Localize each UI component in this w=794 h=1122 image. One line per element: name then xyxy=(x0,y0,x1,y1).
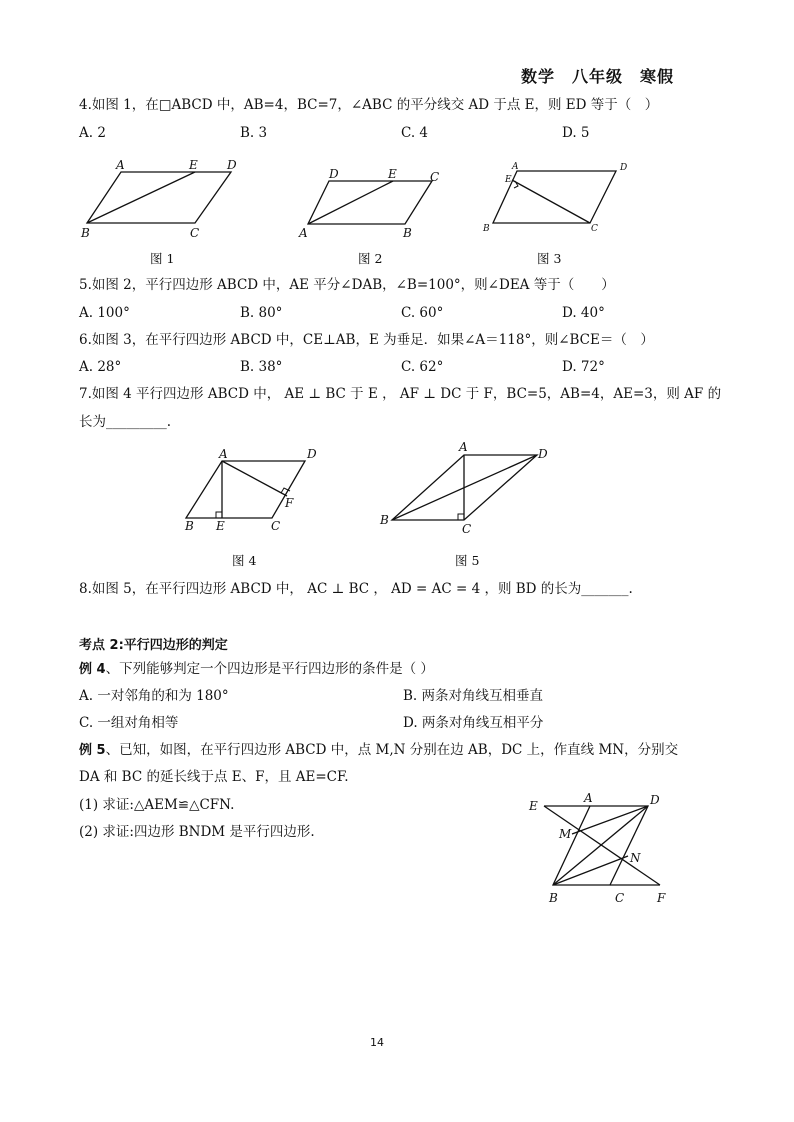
fig1-parallelogram xyxy=(87,172,231,223)
fig4-right-angle-e xyxy=(216,512,222,518)
example-5-label: 例 5 xyxy=(79,743,106,758)
figure-3-caption: 图 3 xyxy=(537,251,562,266)
fig4-label-a: A xyxy=(219,447,228,461)
fig2-label-a: A xyxy=(299,226,308,240)
example-5-part-1: (1) 求证:△AEM≌△CFN. xyxy=(79,797,235,813)
question-6-option-d: D. 72° xyxy=(562,359,605,375)
example-4-option-b: B. 两条对角线互相垂直 xyxy=(403,688,544,704)
question-6-option-a: A. 28° xyxy=(79,359,122,375)
example-4-stem: 、下列能够判定一个四边形是平行四边形的条件是（ ） xyxy=(105,661,434,677)
fig2-parallelogram xyxy=(308,181,432,224)
fig1-label-c: C xyxy=(190,226,200,240)
fig5-label-a: A xyxy=(459,440,468,454)
fig6-diagonal-bd xyxy=(553,806,648,885)
fig1-label-b: B xyxy=(81,226,90,240)
question-4-option-a: A. 2 xyxy=(79,125,106,141)
fig5-right-angle-c xyxy=(458,514,464,520)
question-6-option-c: C. 62° xyxy=(401,359,444,375)
question-5-option-b: B. 80° xyxy=(240,305,283,321)
fig3-label-e: E xyxy=(505,175,512,185)
question-8-stem: 8.如图 5，在平行四边形 ABCD 中， AC ⊥ BC ， AD = AC = 4 ，则 BD 的长为_______. xyxy=(79,581,633,597)
fig6-label-c: C xyxy=(615,891,625,905)
fig1-bisector-be xyxy=(87,172,195,223)
question-6-option-b: B. 38° xyxy=(240,359,283,375)
fig3-label-b: B xyxy=(483,224,490,234)
question-7-line-2: 长为_________. xyxy=(79,414,172,430)
fig4-label-f: F xyxy=(285,496,294,510)
fig3-label-c: C xyxy=(591,224,598,234)
example-5-line-2: DA 和 BC 的延长线于点 E、F，且 AE=CF. xyxy=(79,769,349,785)
question-5-option-c: C. 60° xyxy=(401,305,444,321)
figure-1-caption: 图 1 xyxy=(150,251,175,266)
fig2-label-b: B xyxy=(403,226,412,240)
example-5-line-1-text: 、已知，如图，在平行四边形 ABCD 中，点 M,N 分别在边 AB，DC 上，作直线 MN，分别交 xyxy=(105,742,679,758)
question-4-option-b: B. 3 xyxy=(240,125,268,141)
question-5-stem: 5.如图 2，平行四边形 ABCD 中，AE 平分∠DAB，∠B=100°，则∠DEA 等于（ ） xyxy=(79,277,615,293)
fig3-label-a: A xyxy=(512,162,519,172)
fig1-label-a: A xyxy=(116,158,125,172)
figure-4-caption: 图 4 xyxy=(232,553,257,568)
fig6-label-b: B xyxy=(549,891,558,905)
fig6-label-a: A xyxy=(584,791,593,805)
fig3-perpendicular-ce xyxy=(512,180,590,223)
fig4-label-c: C xyxy=(271,519,281,533)
example-4-option-a: A. 一对邻角的和为 180° xyxy=(79,688,229,704)
example-4-option-c: C. 一组对角相等 xyxy=(79,715,179,731)
fig6-label-d: D xyxy=(650,793,660,807)
question-5-option-d: D. 40° xyxy=(562,305,605,321)
example-4-option-d: D. 两条对角线互相平分 xyxy=(403,715,544,731)
fig1-label-d: D xyxy=(227,158,237,172)
fig2-label-c: C xyxy=(430,170,440,184)
fig5-label-c: C xyxy=(462,522,472,536)
fig4-altitude-af xyxy=(222,461,287,496)
fig5-label-d: D xyxy=(538,447,548,461)
question-4-stem: 4.如图 1，在□ABCD 中，AB=4，BC=7，∠ABC 的平分线交 AD 于点 E，则 ED 等于（ ） xyxy=(79,97,659,113)
page-header-title: 数学 八年级 寒假 xyxy=(521,67,675,86)
fig4-label-e: E xyxy=(216,519,225,533)
example-4-label: 例 4 xyxy=(79,662,106,677)
fig2-label-e: E xyxy=(388,167,397,181)
fig4-label-d: D xyxy=(307,447,317,461)
question-4-option-d: D. 5 xyxy=(562,125,590,141)
question-4-option-c: C. 4 xyxy=(401,125,429,141)
fig6-label-f: F xyxy=(657,891,666,905)
page-number: 14 xyxy=(370,1036,384,1049)
fig6-label-n: N xyxy=(630,851,641,865)
example-5-part-2: (2) 求证:四边形 BNDM 是平行四边形. xyxy=(79,824,315,840)
fig3-label-d: D xyxy=(620,163,628,173)
figure-2-caption: 图 2 xyxy=(358,251,383,266)
question-5-option-a: A. 100° xyxy=(79,305,130,321)
question-7-line-1: 7.如图 4 平行四边形 ABCD 中， AE ⊥ BC 于 E ， AF ⊥ DC 于 F，BC=5，AB=4，AE=3，则 AF 的 xyxy=(79,386,722,402)
fig2-label-d: D xyxy=(329,167,339,181)
fig6-label-m: M xyxy=(559,827,572,841)
example-5-line-1 xyxy=(79,741,678,760)
section-2-title: 考点 2:平行四边形的判定 xyxy=(79,638,228,653)
example-4 xyxy=(79,660,434,679)
fig5-label-b: B xyxy=(380,513,389,527)
figure-5-caption: 图 5 xyxy=(455,553,480,568)
fig2-bisector-ae xyxy=(308,181,393,224)
fig4-label-b: B xyxy=(185,519,194,533)
question-6-stem: 6.如图 3，在平行四边形 ABCD 中，CE⊥AB，E 为垂足．如果∠A＝118°，则∠BCE＝（ ） xyxy=(79,332,654,348)
fig1-label-e: E xyxy=(189,158,198,172)
fig6-label-e: E xyxy=(529,799,538,813)
